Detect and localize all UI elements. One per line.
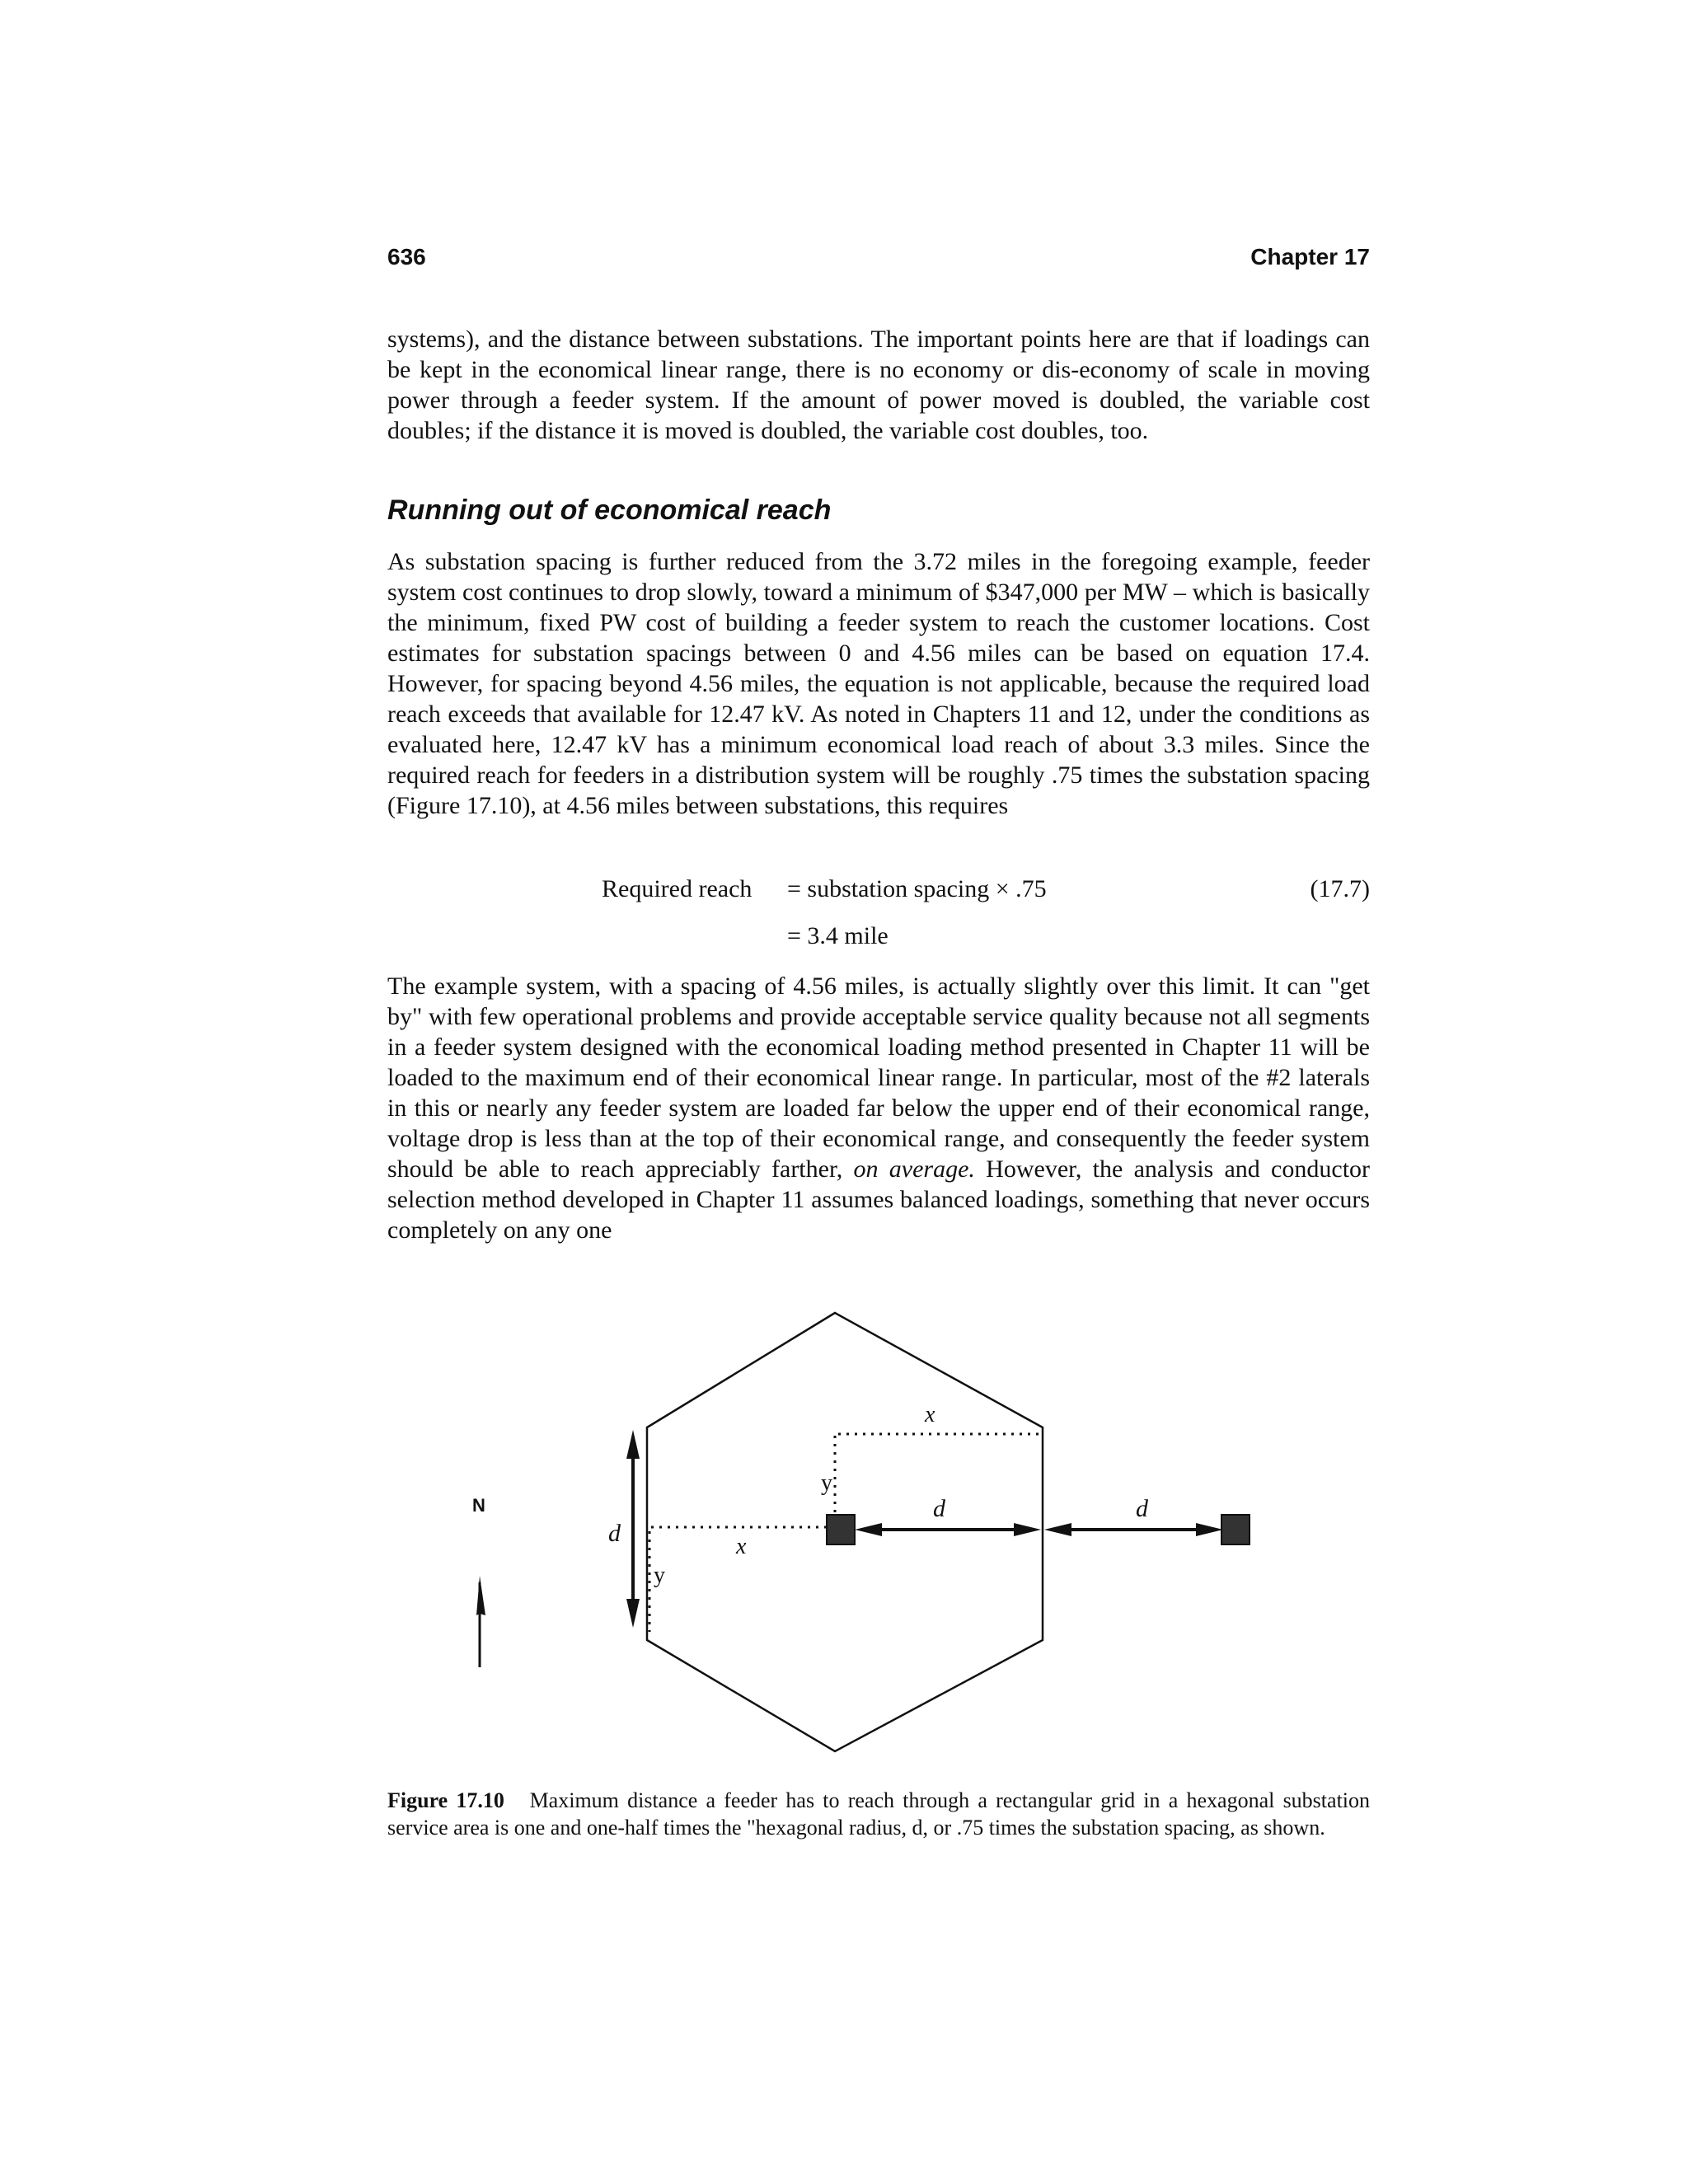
paragraph-3-text-a: The example system, with a spacing of 4.56 miles, is actually slightly over this limit. It can "get by" with few operational problems and provide acceptable service quality because not all segments in a feeder system designed with the economical loading method presented in Chapter 11 will be loaded to the maximum end of their economical linear range. In particular, most of the #2 laterals in this or nearly any feeder system are loaded far below the upper end of their economical range, voltage drop is less than at the top of their economical range, and consequently the feeder system should be able to reach appreciably farther, [387,972,1370,1183]
chapter-title: Chapter 17 [1250,244,1370,269]
d-right-arrow-right [1196,1523,1223,1536]
caption-text: Maximum distance a feeder has to reach through a rectangular grid in a hexagonal substation service area is one and one-half times the "hexagonal radius, d, or .75 times the substation spacing, as shown. [387,1788,1371,1840]
equation-rhs-1: = substation spacing × .75 [787,875,1047,902]
label-d-left: d [608,1520,621,1547]
paragraph-3-text-b: However, the analysis and conductor selection method developed in Chapter 11 assumes balanced loadings, something that never occurs completely on any one [387,1155,1371,1244]
substation-center [827,1515,855,1544]
paragraph-3-emphasis: on average. [853,1155,975,1183]
section-heading: Running out of economical reach [387,494,832,526]
label-y-left: y [654,1563,665,1588]
d-mid-arrow-left [855,1523,882,1536]
label-y-top: y [821,1470,832,1496]
d-mid-arrow-right [1014,1523,1041,1536]
d-vertical-arrow-down [626,1599,640,1628]
label-x-top: x [925,1402,935,1427]
equation-rhs-2: = 3.4 mile [787,922,889,949]
paragraph-1: systems), and the distance between substations. The important points here are that if loadings can be kept in the economical linear range, there is no economy or dis-economy of scale in moving power through a feeder system. If the amount of power moved is doubled, the variable cost doubles; if the distance it is moved is doubled, the variable cost doubles, too. [387,326,1370,444]
figure-caption [387,1787,1370,1841]
north-arrow-head [476,1576,485,1615]
label-d-right: d [1136,1495,1148,1522]
d-right-arrow-left [1044,1523,1071,1536]
label-x-left: x [736,1534,747,1559]
substation-right [1221,1515,1250,1544]
north-label: N [472,1495,485,1516]
d-vertical-arrow-up [626,1430,640,1459]
page-number: 636 [387,244,426,269]
caption-label: Figure 17.10 [387,1788,504,1812]
paragraph-2: As substation spacing is further reduced from the 3.72 miles in the foregoing example, feeder system cost continues to drop slowly, toward a minimum of $347,000 per MW – which is basically the minimum, fixed PW cost of building a feeder system to reach the customer locations. Cost estimates for substation spacings between 0 and 4.56 miles can be based on equation 17.4. However, for spacing beyond 4.56 miles, the equation is not applicable, because the required load reach exceeds that available for 12.47 kV. As noted in Chapters 11 and 12, under the conditions as evaluated here, 12.47 kV has a minimum economical load reach of about 3.3 miles. Since the required reach for feeders in a distribution system will be roughly .75 times the substation spacing (Figure 17.10), at 4.56 miles between substations, this requires [387,548,1370,819]
equation-lhs: Required reach [602,875,753,902]
label-d-mid: d [933,1495,945,1522]
equation-number: (17.7) [1310,875,1370,902]
